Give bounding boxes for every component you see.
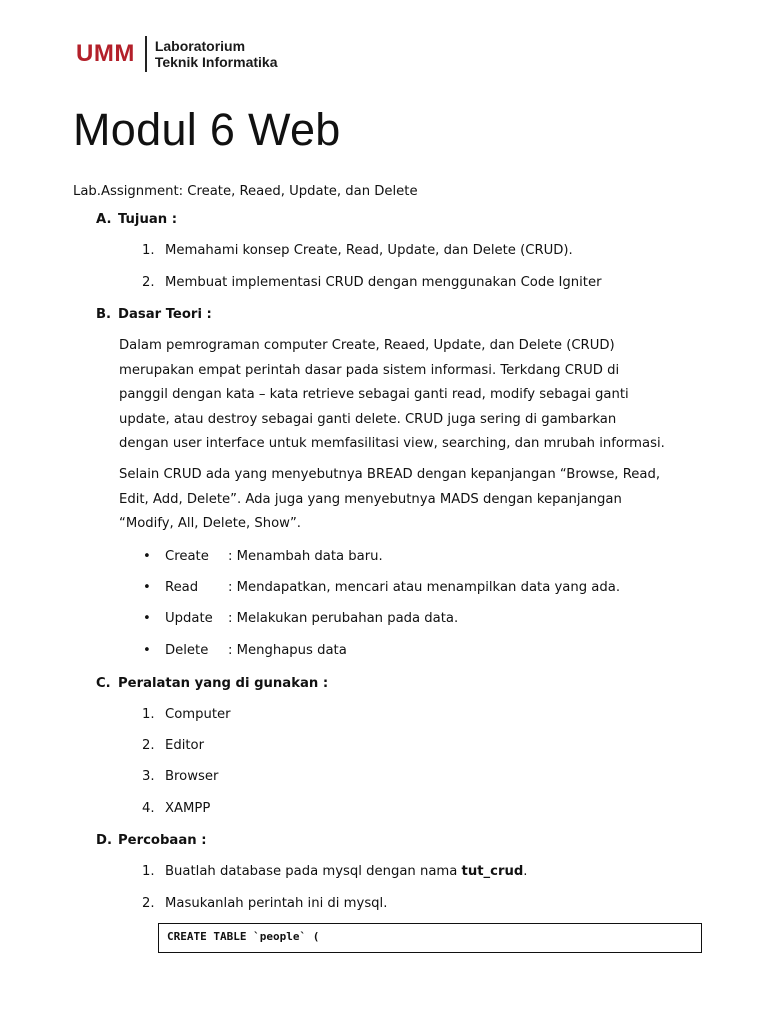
bullet-desc: : Melakukan perubahan pada data. <box>228 611 459 626</box>
umm-logo-mark: UMM <box>76 40 135 67</box>
bullet-icon: • <box>143 549 151 564</box>
paragraph-line: Selain CRUD ada yang menyebutnya BREAD dengan kepanjangan “Browse, Read, <box>119 467 661 482</box>
list-item: Masukanlah perintah ini di mysql. <box>165 896 388 911</box>
code-line: CREATE TABLE `people` ( <box>167 930 320 943</box>
paragraph-line: Edit, Add, Delete”. Ada juga yang menyebutnya MADS dengan kepanjangan <box>119 491 622 507</box>
lab-name-line2: Teknik Informatika <box>154 54 278 70</box>
list-number: 4. <box>142 801 155 816</box>
list-number: 2. <box>142 896 155 911</box>
paragraph-line: “Modify, All, Delete, Show”. <box>119 516 301 532</box>
section-a-marker: A. <box>96 212 112 227</box>
section-c-marker: C. <box>96 676 111 691</box>
bullet-desc: : Menambah data baru. <box>228 549 383 564</box>
list-item: XAMPP <box>165 801 211 816</box>
bullet-term: Read <box>165 580 199 595</box>
list-item: Membuat implementasi CRUD dengan menggunakan Code Igniter <box>165 275 602 290</box>
section-c-heading: Peralatan yang di gunakan : <box>118 676 329 691</box>
lab-name <box>155 38 278 70</box>
section-d-heading: Percobaan : <box>118 833 207 848</box>
list-item-text: Buatlah database pada mysql dengan nama <box>165 864 462 879</box>
bullet-term: Update <box>165 611 213 626</box>
bullet-icon: • <box>143 580 151 595</box>
list-number: 1. <box>142 864 155 879</box>
section-d-marker: D. <box>96 833 112 848</box>
list-number: 2. <box>142 275 155 290</box>
list-item: Browser <box>165 769 219 784</box>
code-block <box>158 923 702 953</box>
bullet-term: Create <box>165 549 209 564</box>
list-item <box>165 864 528 880</box>
page-title: Modul 6 Web <box>73 104 341 155</box>
list-item: Editor <box>165 738 205 753</box>
logo-divider <box>145 36 147 72</box>
section-a-heading: Tujuan : <box>118 212 177 227</box>
bullet-desc: : Menghapus data <box>228 643 347 658</box>
paragraph-line: dengan user interface untuk memfasilitasi view, searching, dan mrubah informasi. <box>119 436 665 452</box>
theory-paragraph-1 <box>119 334 719 457</box>
paragraph-line: panggil dengan kata – kata retrieve sebagai ganti read, modify sebagai ganti <box>119 387 629 403</box>
database-name: tut_crud <box>461 864 524 879</box>
list-number: 2. <box>142 738 155 753</box>
list-number: 3. <box>142 769 155 784</box>
list-number: 1. <box>142 707 155 722</box>
bullet-icon: • <box>143 611 151 626</box>
section-b-marker: B. <box>96 307 112 322</box>
umm-lab-logo <box>76 36 278 72</box>
section-b-heading: Dasar Teori : <box>118 307 212 322</box>
list-item: Memahami konsep Create, Read, Update, dan Delete (CRUD). <box>165 243 573 258</box>
bullet-icon: • <box>143 643 151 658</box>
paragraph-line: Dalam pemrograman computer Create, Reaed, Update, dan Delete (CRUD) <box>119 338 615 353</box>
list-item: Computer <box>165 707 231 722</box>
theory-paragraph-2 <box>119 463 719 537</box>
list-item-end: . <box>523 864 528 879</box>
lab-name-line1: Laboratorium <box>154 38 246 54</box>
paragraph-line: merupakan empat perintah dasar pada sistem informasi. Terkdang CRUD di <box>119 362 620 378</box>
list-number: 1. <box>142 243 155 258</box>
subtitle: Lab.Assignment: Create, Reaed, Update, dan Delete <box>73 184 418 199</box>
bullet-desc: : Mendapatkan, mencari atau menampilkan data yang ada. <box>228 580 621 595</box>
paragraph-line: update, atau destroy sebagai ganti delete. CRUD juga sering di gambarkan <box>119 411 617 427</box>
bullet-term: Delete <box>165 643 209 658</box>
